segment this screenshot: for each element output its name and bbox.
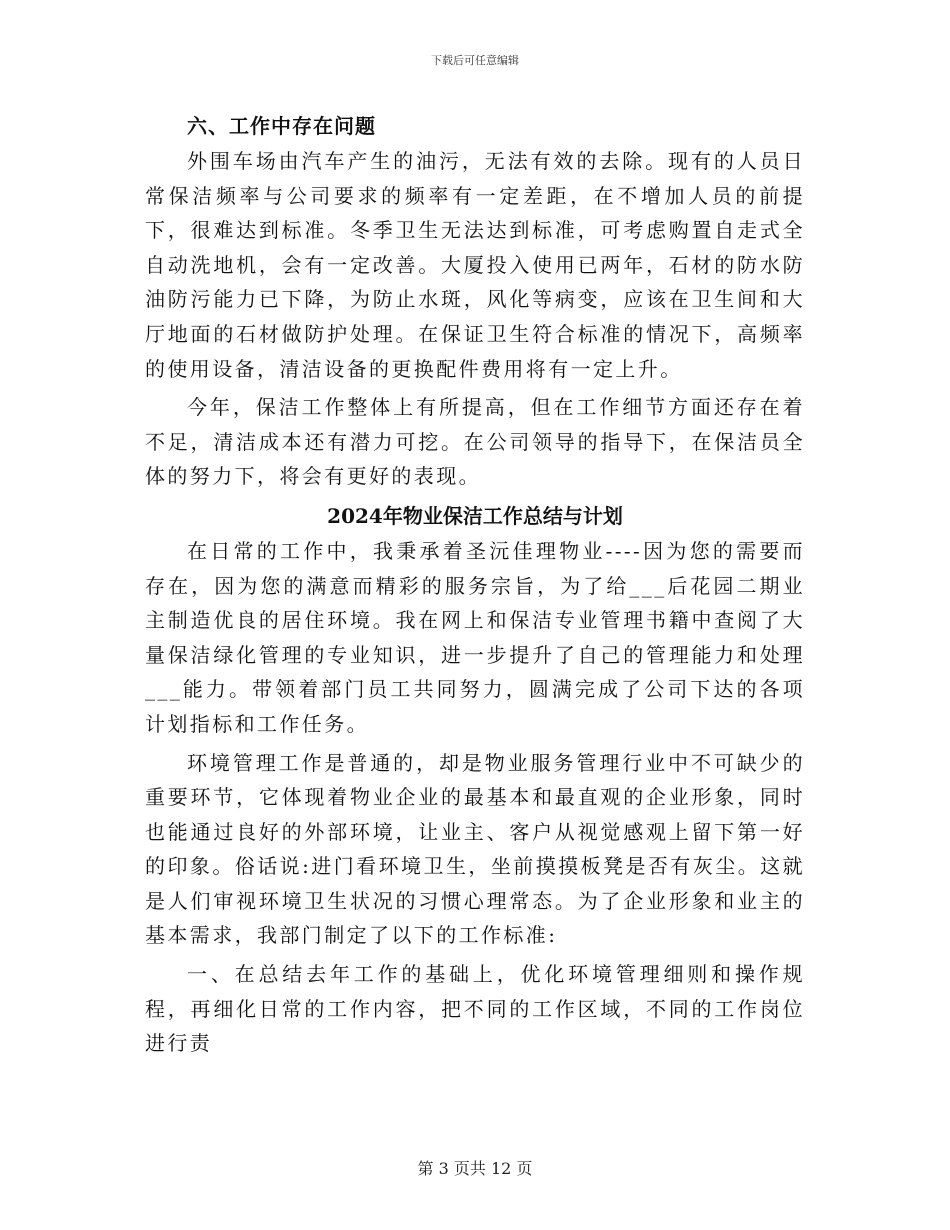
paragraph: 一、在总结去年工作的基础上，优化环境管理细则和操作规程，再细化日常的工作内容，把不同的工作区域，不同的工作岗位进行责 (145, 962, 805, 1056)
paragraph: 外围车场由汽车产生的油污，无法有效的去除。现有的人员日常保洁频率与公司要求的频率有一定差距，在不增加人员的前提下，很难达到标准。冬季卫生无法达到标准，可考虑购置自走式全自动洗地机，会有一定改善。大厦投入使用已两年，石材的防水防油防污能力已下降，为防止水斑，风化等病变，应该在卫生间和大厅地面的石材做防护处理。在保证卫生符合标准的情况下，高频率的使用设备，清洁设备的更换配件费用将有一定上升。 (145, 149, 805, 381)
paragraph: 环境管理工作是普通的，却是物业服务管理行业中不可缺少的重要环节，它体现着物业企业的最基本和最直观的企业形象，同时也能通过良好的外部环境，让业主、客户从视觉感观上留下第一好的印象。俗话说:进门看环境卫生，坐前摸摸板凳是否有灰尘。这就是人们审视环境卫生状况的习惯心理常态。为了企业形象和业主的基本需求，我部门制定了以下的工作标准: (145, 750, 805, 948)
paragraph: 在日常的工作中，我秉承着圣沅佳理物业----因为您的需要而存在，因为您的满意而精彩的服务宗旨，为了给___后花园二期业主制造优良的居住环境。我在网上和保洁专业管理书籍中查阅了大量保洁绿化管理的专业知识，进一步提升了自己的管理能力和处理___能力。带领着部门员工共同努力，圆满完成了公司下达的各项计划指标和工作任务。 (145, 538, 805, 736)
document-body (145, 108, 805, 1065)
section-heading: 六、工作中存在问题 (187, 114, 376, 138)
document-title: 2024年物业保洁工作总结与计划 (327, 503, 623, 528)
page-footer: 第 3 页共 12 页 (417, 1159, 533, 1178)
page-header: 下载后可任意编辑 (431, 54, 519, 67)
paragraph: 今年，保洁工作整体上有所提高，但在工作细节方面还存在着不足，清洁成本还有潜力可挖。在公司领导的指导下，在保洁员全体的努力下，将会有更好的表现。 (145, 395, 805, 489)
